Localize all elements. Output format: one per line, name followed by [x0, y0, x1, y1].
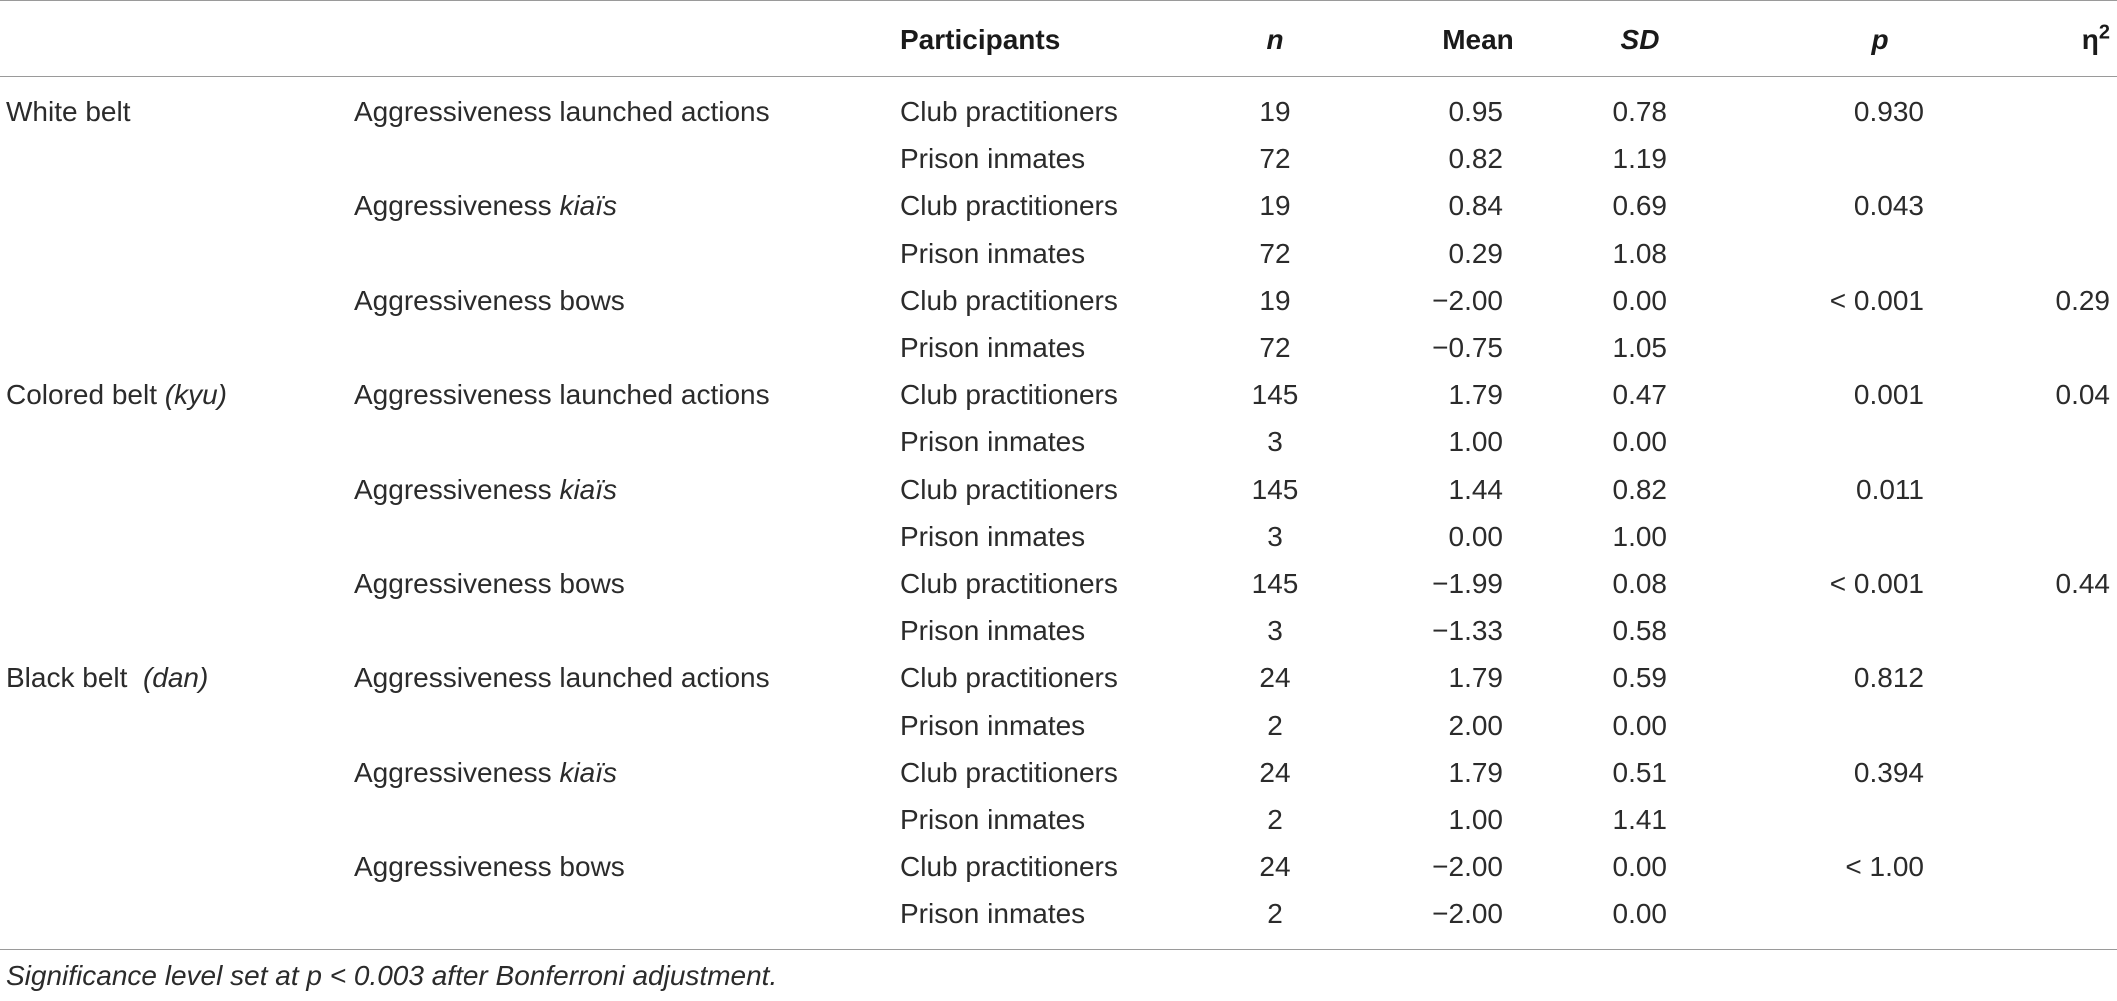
cell-n: 3 [1267, 615, 1283, 647]
cell-participants: Club practitioners [900, 96, 1118, 127]
cell-mean: 0.29 [1448, 237, 1503, 269]
measure-prefix: Aggressiveness [354, 190, 560, 222]
cell-eta: 0.04 [2055, 379, 2110, 411]
cell-sd: 1.05 [1612, 332, 1667, 363]
header-p: p [1871, 24, 1889, 55]
cell-sd: 0.58 [1612, 615, 1667, 647]
cell-participants: Prison inmates [900, 520, 1086, 552]
cell-sd: 0.00 [1612, 898, 1667, 930]
cell-n: 24 [1259, 851, 1291, 883]
cell-sd: 0.59 [1612, 662, 1667, 694]
cell-participants: Prison inmates [900, 898, 1086, 930]
cell-n: 72 [1259, 237, 1291, 269]
cell-participants: Club practitioners [900, 473, 1118, 505]
belt-name: Black belt [6, 662, 143, 694]
cell-participants: Prison inmates [900, 615, 1086, 647]
cell-mean: 0.82 [1448, 143, 1503, 175]
cell-sd: 0.00 [1612, 709, 1667, 741]
cell-mean: 1.79 [1448, 662, 1503, 694]
cell-sd: 1.41 [1612, 804, 1667, 835]
measure-label [354, 377, 770, 413]
cell-sd: 0.00 [1612, 284, 1667, 316]
cell-sd: 0.82 [1612, 473, 1667, 505]
cell-participants: Club practitioners [900, 190, 1118, 222]
cell-mean: −1.33 [1432, 615, 1503, 647]
cell-mean: 1.79 [1448, 379, 1503, 411]
cell-n: 19 [1259, 96, 1291, 127]
cell-participants: Prison inmates [900, 804, 1086, 835]
cell-mean: −2.00 [1432, 284, 1503, 316]
cell-p: 0.394 [1853, 756, 1924, 788]
cell-mean: 1.00 [1448, 804, 1503, 835]
cell-p: 0.001 [1853, 379, 1924, 411]
cell-n: 145 [1251, 568, 1299, 599]
table-footnote: Significance level set at p < 0.003 after Bonferroni adjustment. [6, 960, 778, 991]
measure-prefix: Aggressiveness [354, 96, 552, 127]
measure-name: bows [551, 284, 625, 316]
cell-mean: 0.95 [1448, 96, 1503, 127]
cell-sd: 0.69 [1612, 190, 1667, 222]
belt-rank: (kyu) [164, 379, 227, 411]
cell-participants: Club practitioners [900, 756, 1118, 788]
cell-n: 72 [1259, 143, 1291, 175]
header-n: n [1266, 24, 1284, 55]
cell-sd: 0.47 [1612, 379, 1667, 411]
cell-mean: −2.00 [1432, 898, 1503, 930]
cell-n: 24 [1259, 756, 1291, 788]
cell-n: 145 [1251, 473, 1299, 505]
measure-prefix: Aggressiveness [354, 851, 552, 883]
cell-n: 24 [1259, 662, 1291, 694]
cell-sd: 0.08 [1612, 568, 1667, 599]
measure-label [354, 755, 617, 791]
measure-name: launched actions [551, 662, 770, 694]
measure-name: bows [551, 851, 625, 883]
cell-sd: 1.00 [1612, 520, 1667, 552]
header-rule [0, 76, 2117, 77]
cell-mean: −0.75 [1432, 332, 1503, 363]
measure-label [354, 566, 625, 602]
cell-n: 3 [1267, 426, 1283, 458]
measure-label [354, 188, 617, 224]
measure-prefix: Aggressiveness [354, 284, 552, 316]
cell-participants: Prison inmates [900, 709, 1086, 741]
header-eta-squared [2082, 22, 2110, 58]
header-mean: Mean [1442, 24, 1514, 55]
cell-sd: 0.00 [1612, 426, 1667, 458]
header-sd: SD [1620, 24, 1660, 55]
belt-label [6, 94, 131, 130]
cell-mean: −1.99 [1432, 568, 1503, 599]
measure-name: bows [551, 568, 625, 599]
cell-eta: 0.29 [2055, 284, 2110, 316]
cell-mean: 0.84 [1448, 190, 1503, 222]
cell-sd: 0.51 [1612, 756, 1667, 788]
cell-participants: Club practitioners [900, 379, 1118, 411]
measure-label [354, 283, 625, 319]
cell-p: 0.812 [1853, 662, 1924, 694]
measure-name: kiaïs [559, 756, 618, 788]
measure-name: launched actions [551, 96, 770, 127]
belt-rank: (dan) [142, 662, 209, 694]
cell-participants: Prison inmates [900, 426, 1086, 458]
cell-n: 72 [1259, 332, 1291, 363]
cell-n: 2 [1267, 804, 1283, 835]
cell-n: 19 [1259, 284, 1291, 316]
cell-p: 0.043 [1853, 190, 1924, 222]
belt-name: Colored belt [6, 379, 165, 411]
bottom-rule [0, 949, 2117, 950]
measure-prefix: Aggressiveness [354, 756, 560, 788]
cell-p: < 1.00 [1845, 851, 1924, 883]
measure-label [354, 849, 625, 885]
belt-label [6, 660, 208, 696]
cell-mean: −2.00 [1432, 851, 1503, 883]
cell-participants: Prison inmates [900, 143, 1086, 175]
measure-name: kiaïs [559, 190, 618, 222]
cell-p: 0.930 [1853, 96, 1924, 127]
cell-eta: 0.44 [2055, 568, 2110, 599]
cell-p: 0.011 [1856, 473, 1924, 505]
cell-participants: Club practitioners [900, 568, 1118, 599]
cell-sd: 0.00 [1612, 851, 1667, 883]
cell-sd: 1.08 [1612, 237, 1667, 269]
cell-participants: Prison inmates [900, 332, 1086, 363]
cell-mean: 2.00 [1448, 709, 1503, 741]
header-eta-exponent: 2 [2098, 21, 2110, 44]
cell-p: < 0.001 [1829, 284, 1924, 316]
cell-n: 2 [1267, 709, 1283, 741]
cell-n: 3 [1267, 520, 1283, 552]
cell-participants: Club practitioners [900, 284, 1118, 316]
header-participants: Participants [900, 24, 1061, 55]
measure-prefix: Aggressiveness [354, 568, 552, 599]
header-eta: η [2081, 24, 2099, 55]
measure-name: kiaïs [559, 473, 618, 505]
belt-label [6, 377, 227, 413]
cell-participants: Prison inmates [900, 237, 1086, 269]
cell-sd: 1.19 [1612, 143, 1667, 175]
measure-prefix: Aggressiveness [354, 379, 552, 411]
measure-prefix: Aggressiveness [354, 662, 552, 694]
cell-sd: 0.78 [1612, 96, 1667, 127]
measure-prefix: Aggressiveness [354, 473, 560, 505]
cell-n: 145 [1251, 379, 1299, 411]
cell-participants: Club practitioners [900, 662, 1118, 694]
measure-label [354, 660, 770, 696]
cell-p: < 0.001 [1829, 568, 1924, 599]
cell-n: 19 [1259, 190, 1291, 222]
cell-participants: Club practitioners [900, 851, 1118, 883]
cell-mean: 1.79 [1448, 756, 1503, 788]
measure-label [354, 94, 770, 130]
cell-n: 2 [1267, 898, 1283, 930]
cell-mean: 1.00 [1448, 426, 1503, 458]
top-rule [0, 0, 2117, 1]
cell-mean: 1.44 [1448, 473, 1503, 505]
belt-name: White belt [6, 96, 131, 127]
measure-name: launched actions [551, 379, 770, 411]
measure-label [354, 472, 617, 508]
cell-mean: 0.00 [1448, 520, 1503, 552]
